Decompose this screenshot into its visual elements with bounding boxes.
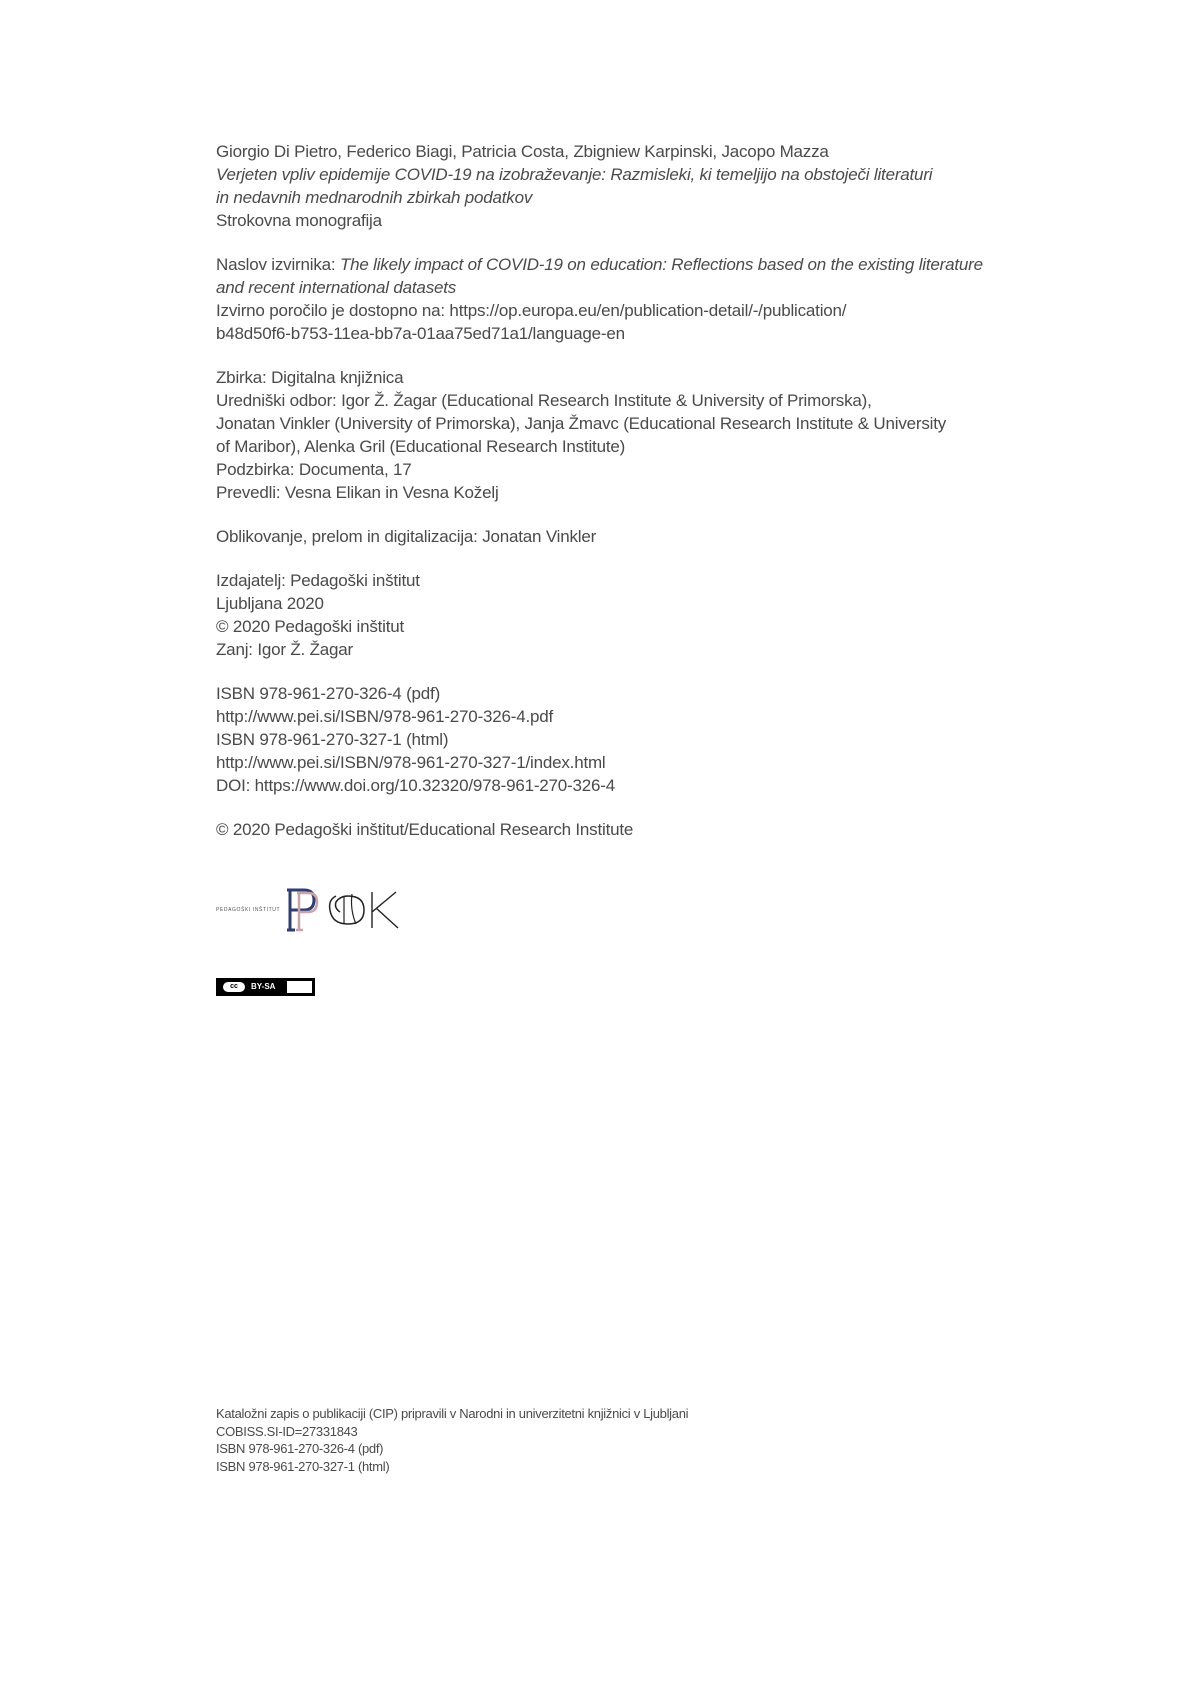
translated-title-line-2: in nedavnih mednarodnih zbirkah podatkov: [216, 188, 533, 207]
design-credit: Oblikovanje, prelom in digitalizacija: Jonatan Vinkler: [216, 527, 597, 546]
copyright-block: [216, 818, 996, 841]
design-block: [216, 525, 996, 548]
original-title-line-2: and recent international datasets: [216, 278, 457, 297]
original-available-line-2: b48d50f6-b753-11ea-bb7a-01aa75ed71a1/language-en: [216, 324, 625, 343]
pei-p-logo-icon: [286, 888, 320, 932]
header-block: [216, 140, 996, 232]
cip-block: [216, 1405, 916, 1475]
cip-line: Kataložni zapis o publikaciji (CIP) pripravili v Narodni in univerzitetni knjižnici v Ljubljani: [216, 1406, 689, 1421]
original-title-text: The likely impact of COVID-19 on education: Reflections based on the existing literature: [339, 255, 983, 274]
copyright-notice: © 2020 Pedagoški inštitut/Educational Research Institute: [216, 820, 634, 839]
publication-type: Strokovna monografija: [216, 211, 382, 230]
publisher-logos: [216, 888, 416, 932]
series-line: Zbirka: Digitalna knjižnica: [216, 368, 404, 387]
publisher-line: Ljubljana 2020: [216, 594, 324, 613]
original-block: [216, 253, 996, 345]
series-line: Uredniški odbor: Igor Ž. Žagar (Educational Research Institute & University of Primorska),: [216, 391, 872, 410]
cc-by-sa-license-badge: [216, 978, 315, 996]
publisher-block: [216, 569, 996, 661]
license-text: BY-SA: [251, 982, 276, 991]
original-title-line-1: [216, 253, 996, 276]
pei-wordmark: PEDAGOŠKI INŠTITUT: [216, 907, 281, 913]
cc-badge-strip: [219, 981, 287, 993]
isbn-line: http://www.pei.si/ISBN/978-961-270-327-1/index.html: [216, 753, 606, 772]
original-available-line-1: Izvirno poročilo je dostopno na: https://op.europa.eu/en/publication-detail/-/publication/: [216, 301, 847, 320]
isbn-line: ISBN 978-961-270-326-4 (pdf): [216, 684, 441, 703]
isbn-line: http://www.pei.si/ISBN/978-961-270-326-4.pdf: [216, 707, 554, 726]
series-line: Jonatan Vinkler (University of Primorska), Janja Žmavc (Educational Research Institute & University: [216, 414, 947, 433]
authors: Giorgio Di Pietro, Federico Biagi, Patricia Costa, Zbigniew Karpinski, Jacopo Mazza: [216, 142, 829, 161]
publisher-line: Izdajatelj: Pedagoški inštitut: [216, 571, 420, 590]
cip-line: ISBN 978-961-270-326-4 (pdf): [216, 1441, 384, 1456]
series-line: of Maribor), Alenka Gril (Educational Research Institute): [216, 437, 626, 456]
series-line: Podzbirka: Documenta, 17: [216, 460, 412, 479]
imprint-page: [216, 140, 996, 862]
cip-line: ISBN 978-961-270-327-1 (html): [216, 1458, 390, 1474]
isbn-line: DOI: https://www.doi.org/10.32320/978-961-270-326-4: [216, 776, 615, 795]
isbn-line: ISBN 978-961-270-327-1 (html): [216, 730, 449, 749]
cc-logo-icon: cc: [223, 982, 245, 992]
series-line: Prevedli: Vesna Elikan in Vesna Koželj: [216, 483, 499, 502]
dk-logo-icon: [326, 890, 400, 930]
isbn-block: [216, 682, 996, 797]
publisher-line: Zanj: Igor Ž. Žagar: [216, 640, 353, 659]
series-block: [216, 366, 996, 504]
translated-title-line-1: Verjeten vpliv epidemije COVID-19 na izobraževanje: Razmisleki, ki temeljijo na obstoječi literaturi: [216, 165, 933, 184]
publisher-line: © 2020 Pedagoški inštitut: [216, 617, 405, 636]
original-title-label: Naslov izvirnika:: [216, 255, 340, 274]
cip-line: COBISS.SI-ID=27331843: [216, 1423, 358, 1439]
